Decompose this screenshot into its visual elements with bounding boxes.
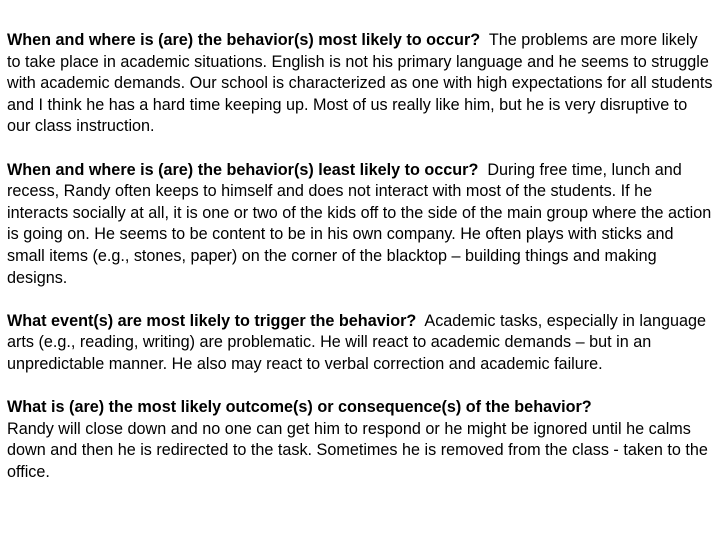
section-outcomes — [7, 397, 715, 483]
answer-triggers: Academic tasks, especially in language arts (e.g., reading, writing) are problematic. He will react to academic demands – but in an unpredictable manner. He also may react to verbal correction and academic failure. — [7, 311, 707, 373]
section-most-likely — [7, 30, 715, 138]
section-least-likely — [7, 160, 715, 290]
document-body — [7, 30, 715, 505]
question-most-likely: When and where is (are) the behavior(s) most likely to occur? — [7, 31, 481, 49]
answer-outcomes: Randy will close down and no one can get him to respond or he might be ignored until he calms down and then he is redirected to the task. Sometimes he is removed from the class - taken to the office. — [7, 419, 708, 481]
section-triggers — [7, 311, 715, 376]
question-least-likely: When and where is (are) the behavior(s) least likely to occur? — [7, 160, 479, 179]
question-outcomes: What is (are) the most likely outcome(s) or consequence(s) of the behavior? — [7, 398, 592, 417]
answer-most-likely: The problems are more likely to take place in academic situations. English is not his primary language and he seems to struggle with academic demands. Our school is characterized as one with high expectations for all students and I think he has a hard time keeping up. Most of us really like him, but he is very disruptive to our class instruction. — [7, 31, 713, 136]
answer-least-likely: During free time, lunch and recess, Randy often keeps to himself and does not interact with most of the students. If he interacts socially at all, it is one or two of the kids off to the side of the main group where the action is going on. He seems to be content to be in his own company. He often plays with sticks and small items (e.g., stones, paper) on the corner of the blacktop – building things and making designs. — [7, 160, 712, 287]
question-triggers: What event(s) are most likely to trigger the behavior? — [7, 311, 417, 330]
